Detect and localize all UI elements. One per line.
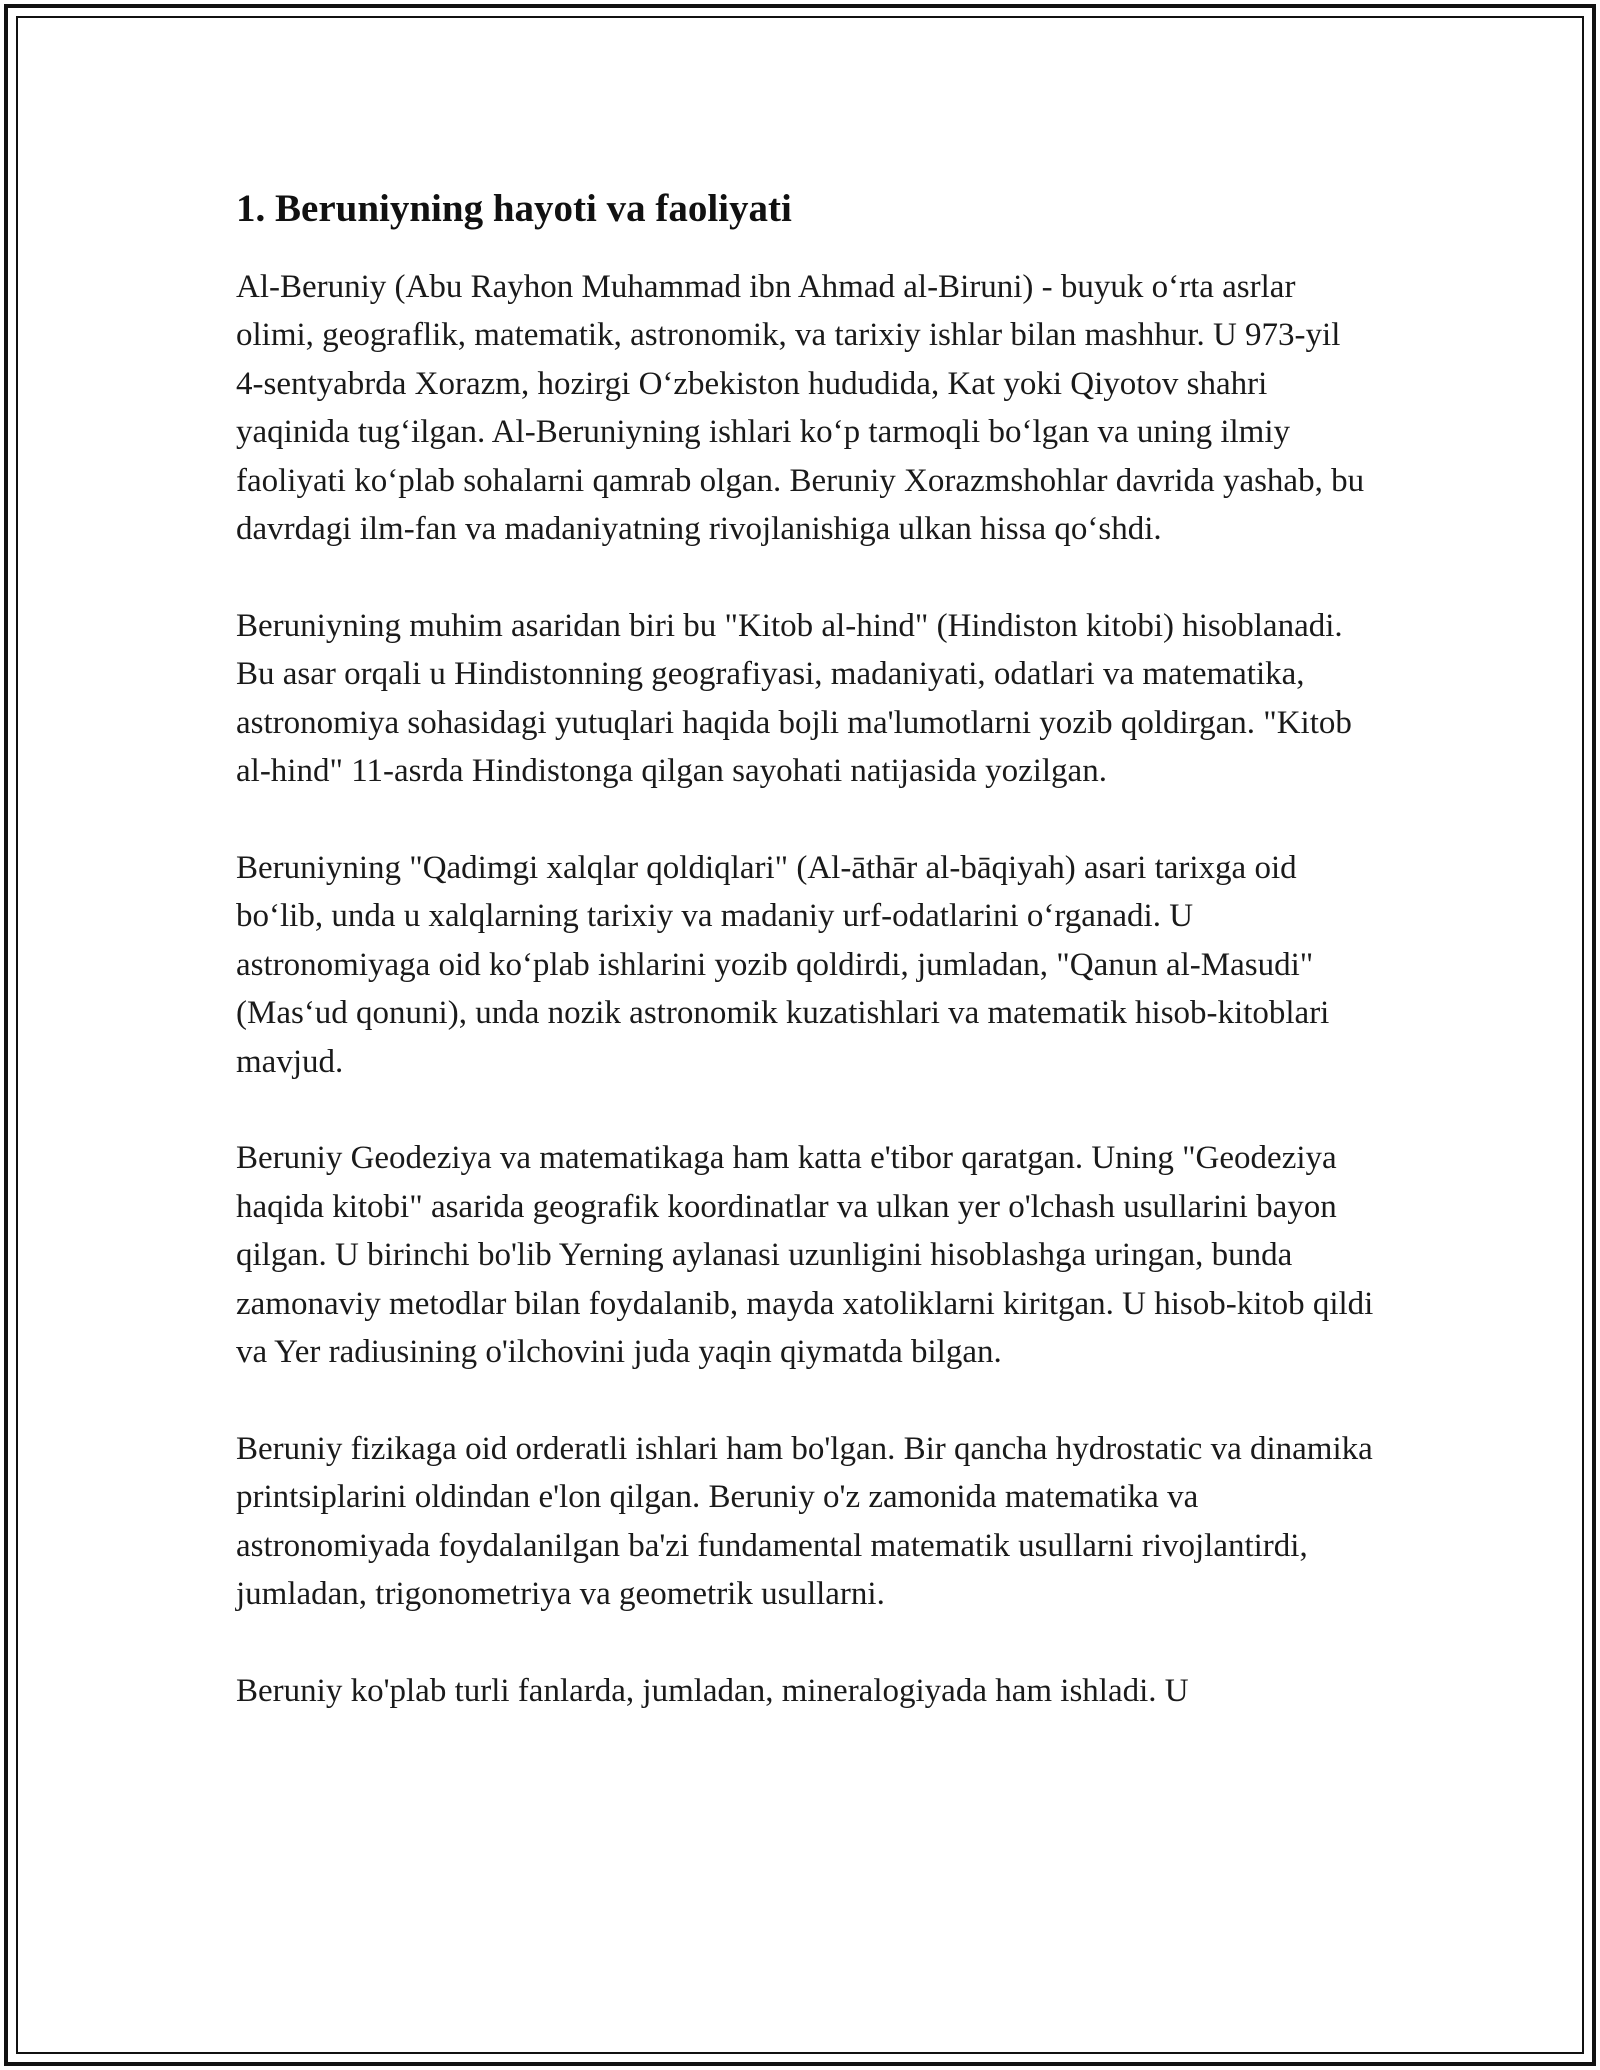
paragraph-kitob-al-hind: Beruniyning muhim asaridan biri bu "Kitob al-hind" (Hindiston kitobi) hisoblanadi. Bu asar orqali u Hindistonning geografiyasi, madaniyati, odatlari va matematika, astronomiya sohasidagi yutuqlari haqida bojli ma'lumotlarni yozib qoldirgan. "Kitob al-hind" 11-asrda Hindistonga qilgan sayohati natijasida yozilgan. bbox=[236, 607, 1352, 790]
paragraph-mineralogiya: Beruniy ko'plab turli fanlarda, jumladan, mineralogiyada ham ishladi. U bbox=[236, 1672, 1189, 1709]
section-heading: 1. Beruniyning hayoti va faoliyati bbox=[236, 187, 792, 230]
document-body bbox=[236, 186, 1376, 1763]
paragraph-geodeziya: Beruniy Geodeziya va matematikaga ham katta e'tibor qaratgan. Uning "Geodeziya haqida kitobi" asarida geografik koordinatlar va ulkan yer o'lchash usullarini bayon qilgan. U birinchi bo'lib Yerning aylanasi uzunligini hisoblashga uringan, bunda zamonaviy metodlar bilan foydalanib, mayda xatoliklarni kiritgan. U hisob-kitob qildi va Yer radiusining o'ilchovini juda yaqin qiymatda bilgan. bbox=[236, 1140, 1374, 1371]
paragraph-qadimgi-xalqlar: Beruniyning "Qadimgi xalqlar qoldiqlari" (Al-āthār al-bāqiyah) asari tarixga oid bo‘lib, unda u xalqlarning tarixiy va madaniy urf-odatlarini o‘rganadi. U astronomiyaga oid ko‘plab ishlarini yozib qoldirdi, jumladan, "Qanun al-Masudi" (Mas‘ud qonuni), unda nozik astronomik kuzatishlari va matematik hisob-kitoblari mavjud. bbox=[236, 849, 1330, 1080]
paragraph-fizika: Beruniy fizikaga oid orderatli ishlari ham bo'lgan. Bir qancha hydrostatic va dinamika printsiplarini oldindan e'lon qilgan. Beruniy o'z zamonida matematika va astronomiyada foydalanilgan ba'zi fundamental matematik usullarni rivojlantirdi, jumladan, trigonometriya va geometrik usullarni. bbox=[236, 1430, 1373, 1613]
paragraph-biography: Al-Beruniy (Abu Rayhon Muhammad ibn Ahmad al-Biruni) - buyuk o‘rta asrlar olimi, geograflik, matematik, astronomik, va tarixiy ishlar bilan mashhur. U 973-yil 4-sentyabrda Xorazm, hozirgi O‘zbekiston hududida, Kat yoki Qiyotov shahri yaqinida tug‘ilgan. Al-Beruniyning ishlari ko‘p tarmoqli bo‘lgan va uning ilmiy faoliyati ko‘plab sohalarni qamrab olgan. Beruniy Xorazmshohlar davrida yashab, bu davrdagi ilm-fan va madaniyatning rivojlanishiga ulkan hissa qo‘shdi. bbox=[236, 268, 1365, 548]
